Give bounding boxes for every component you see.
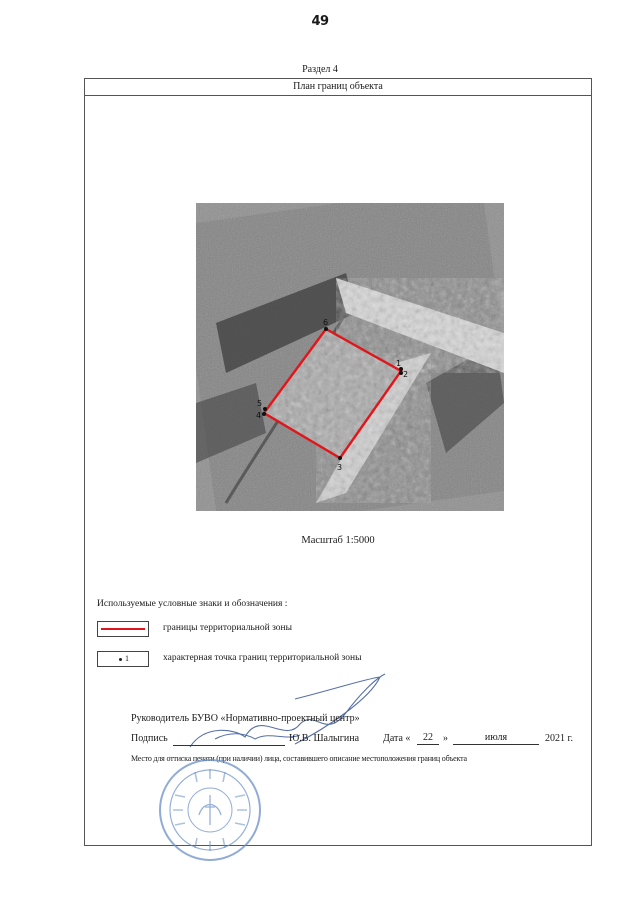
sign-row	[131, 733, 581, 749]
legend-title: Используемые условные знаки и обозначения :	[97, 599, 288, 609]
date-quote-close: »	[443, 733, 448, 744]
signer-name: Ю.В. Шалыгина	[289, 733, 360, 744]
head-title: Руководитель БУВО «Нормативно-проектный центр»	[131, 713, 360, 724]
map-scale: Масштаб 1:5000	[301, 535, 375, 546]
boundary-point-label: 6	[323, 318, 329, 327]
date-day: 22	[417, 732, 439, 745]
boundary-point-label: 1	[396, 359, 402, 368]
plan-frame	[84, 78, 592, 846]
signature-block	[85, 79, 591, 845]
legend-point-label: 1	[125, 654, 129, 663]
section-label: Раздел 4	[302, 64, 338, 75]
page-number: 49	[311, 14, 329, 29]
date-label: Дата «	[383, 733, 411, 744]
legend-text-boundary: границы территориальной зоны	[163, 623, 293, 633]
boundary-point-label: 3	[337, 463, 343, 472]
date-year: 2021 г.	[545, 733, 573, 744]
sign-label: Подпись	[131, 733, 168, 744]
signature-line	[173, 733, 285, 746]
plan-title: План границ объекта	[85, 79, 591, 96]
stamp-note: Место для оттиска печати (при наличии) лица, составившего описание местоположения границ объекта	[131, 754, 467, 763]
boundary-point-label: 2	[403, 370, 409, 379]
date-month: июля	[453, 732, 539, 745]
legend-text-point: характерная точка границ территориальной зоны	[163, 653, 362, 663]
boundary-point-label: 5	[257, 399, 263, 408]
boundary-point-label: 4	[256, 411, 262, 420]
official-stamp	[155, 755, 265, 865]
